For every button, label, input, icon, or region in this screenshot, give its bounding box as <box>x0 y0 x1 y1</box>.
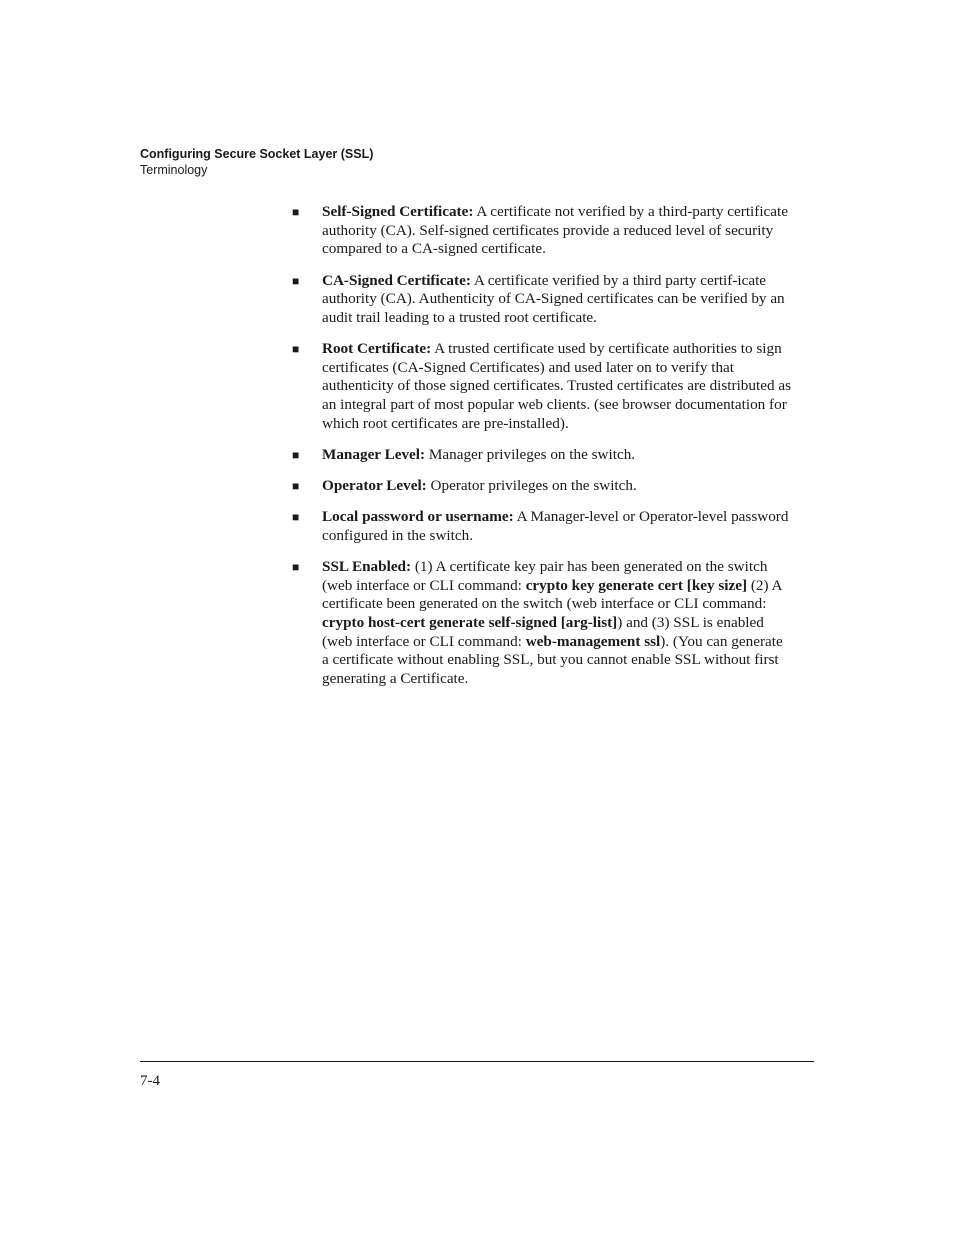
term-label: CA-Signed Certificate: <box>322 271 471 289</box>
list-item <box>292 340 792 434</box>
cli-command: crypto key generate cert [key size] <box>525 576 748 594</box>
bullet-square-icon: ■ <box>292 479 300 493</box>
cli-command: web-management ssl <box>525 632 661 650</box>
page-number: 7-4 <box>140 1073 160 1089</box>
term-definition: Operator privileges on the switch. <box>426 477 637 494</box>
term-definition: ). (You can generate a certificate without enabling SSL, but you cannot enable SSL without first generating a Certificate. <box>322 632 783 688</box>
list-item <box>292 203 792 259</box>
list-item <box>292 272 792 328</box>
term-label: Self-Signed Certificate: <box>322 203 474 220</box>
term-definition: (1) A certificate key pair has been generated on the switch (web interface or CLI command: <box>322 557 768 594</box>
list-item <box>292 508 792 545</box>
term-text <box>322 508 788 544</box>
chapter-title: Configuring Secure Socket Layer (SSL) <box>140 147 374 161</box>
section-title: Terminology <box>140 163 208 177</box>
bullet-square-icon: ■ <box>292 342 300 356</box>
bullet-square-icon: ■ <box>292 510 300 525</box>
bullet-square-icon: ■ <box>292 273 300 288</box>
term-label: Manager Level: <box>322 445 426 463</box>
list-item <box>292 477 792 496</box>
term-text <box>322 272 785 326</box>
term-text <box>322 446 635 463</box>
list-item <box>292 446 792 465</box>
bullet-square-icon: ■ <box>292 447 300 462</box>
list-item <box>292 558 792 689</box>
cli-command: crypto host-cert generate self-signed [arg-list] <box>322 614 618 631</box>
footer-rule <box>140 1061 814 1062</box>
term-label: Local password or username: <box>322 508 514 526</box>
term-label: Operator Level: <box>322 477 427 494</box>
term-text <box>322 340 791 432</box>
bullet-square-icon: ■ <box>292 205 300 219</box>
bullet-square-icon: ■ <box>292 559 300 574</box>
term-definition: A certificate not verified by a third-party certificate authority (CA). Self-signed certificates provide a reduced level of security compared to a CA-signed certificate. <box>322 203 788 258</box>
term-definition: A Manager-level or Operator-level password configured in the switch. <box>322 508 789 544</box>
term-label: SSL Enabled: <box>322 557 412 575</box>
term-text <box>322 477 637 494</box>
term-text <box>322 558 783 687</box>
term-definition: ) and (3) SSL is enabled (web interface or CLI command: <box>322 614 764 650</box>
term-text <box>322 203 788 257</box>
running-header <box>140 146 373 178</box>
term-definition: A certificate verified by a third party certif-icate authority (CA). Authenticity of CA-Signed certificates can be verified by an audit trail leading to a trusted root certificate. <box>322 271 785 326</box>
term-definition: A trusted certificate used by certificate authorities to sign certificates (CA-Signed Certificates) and used later on to verify that authenticity of those signed certificates. Trusted certificates are distributed as an integral part of most popular web clients. (see browser documentation for which root certificates are pre-installed). <box>322 340 791 432</box>
term-label: Root Certificate: <box>322 340 432 357</box>
terminology-list <box>292 203 792 701</box>
term-definition: (2) A certificate been generated on the switch (web interface or CLI command: <box>322 576 782 613</box>
term-definition: Manager privileges on the switch. <box>425 445 636 463</box>
